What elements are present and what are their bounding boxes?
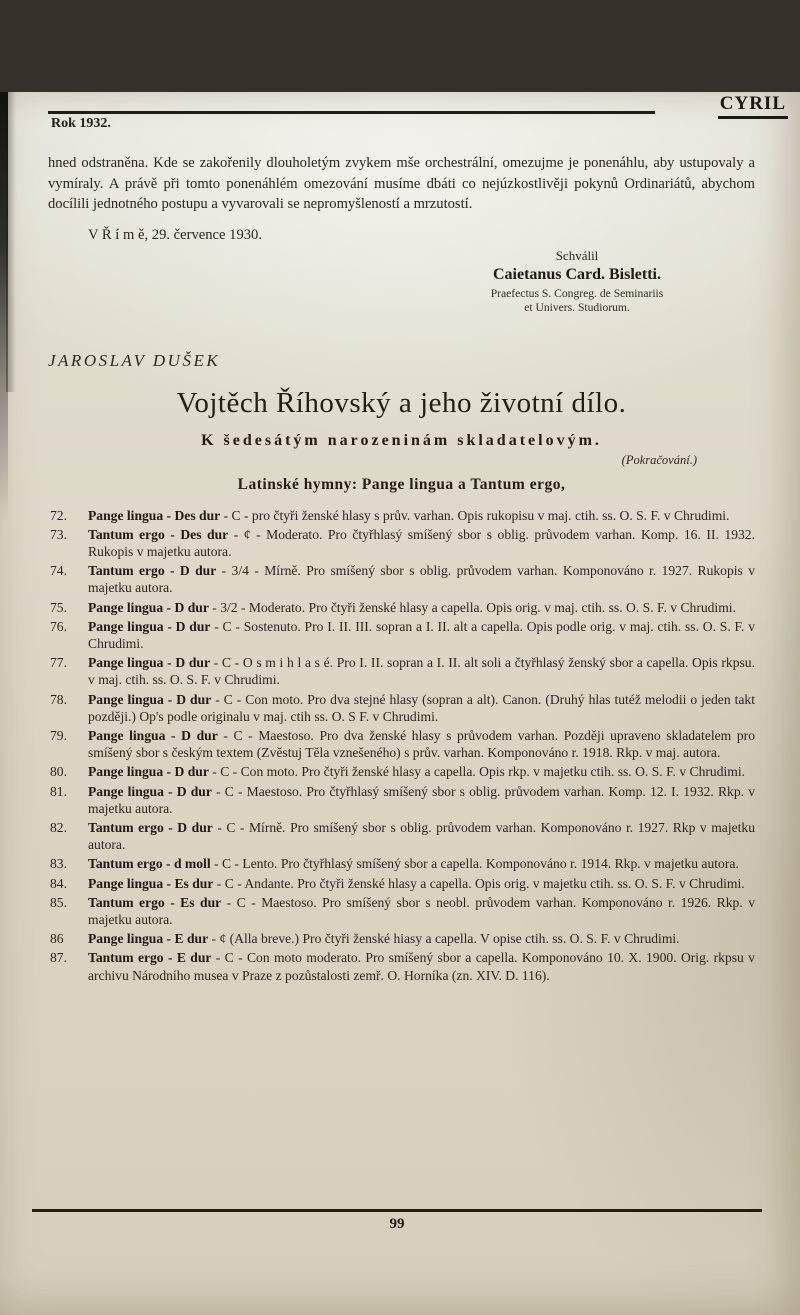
work-description: - C - Maestoso. Pro čtyřhlasý smíšený sbor s oblig. průvodem varhan. Komp. 12. I. 1932. Rkp. v majetku autora. [88,783,755,816]
work-description: - ¢ - Moderato. Pro čtyřhlasý smíšený sbor s oblig. průvodem varhan. Komp. 16. II. 1932. Rukopis v majetku autora. [88,526,755,559]
intro-paragraph: hned odstraněna. Kde se zakořenily dlouholetým zvykem mše orchestrální, omezujme je ponenáhlu, aby ustupovaly a vymíraly. A právě při tomto ponenáhlém omezování musíme dbáti co nejúzkostlivěji pokynů Ordinariátů, abychom docílili jednotného postupu a vyvarovali se nepromyšleností a mrzutostí. [48,155,755,212]
work-item [48,507,755,524]
work-item [48,875,755,892]
work-item [48,930,755,947]
work-number: 82. [50,819,67,835]
article-subtitle: K šedesátým narozeninám skladatelovým. [201,431,602,449]
work-title: Tantum ergo - E dur [88,950,212,966]
work-title: Pange lingua - D dur [88,727,218,743]
work-item [48,599,755,616]
work-description: - C - Con moto moderato. Pro smíšený sbor a capella. Komponováno 10. X. 1900. Orig. rkpsu v archivu Národního musea v Praze z pozůstalosti zemř. O. Horníka (zn. XIV. D. 116). [88,950,755,983]
work-title: Tantum ergo - D dur [88,819,213,835]
work-number: 77. [50,655,67,671]
work-item [48,783,755,817]
author-name: JAROSLAV DUŠEK [48,350,221,370]
work-item [48,855,755,872]
work-number: 78. [50,691,67,707]
work-title: Tantum ergo - Des dur [88,526,229,542]
work-description: - 3/4 - Mírně. Pro smíšený sbor s oblig. průvodem varhan. Komponováno r. 1927. Rukopis v majetku autora. [88,563,756,596]
header-rule [48,111,655,114]
work-item [48,691,755,725]
work-number: 87. [50,950,67,966]
page-footer [32,1209,762,1233]
work-description: - C - Maestoso. Pro smíšený sbor s neobl. průvodem varhan. Komponováno r. 1926. Rkp. v majetku autora. [88,894,755,927]
work-item [48,562,755,596]
work-item [48,763,755,780]
scan-edge-shadow-soft [6,92,16,392]
work-number: 74. [50,563,67,579]
work-title: Tantum ergo - D dur [88,563,217,579]
work-title: Pange lingua - Des dur [88,507,221,523]
work-item [48,526,755,560]
work-title: Pange lingua - Es dur [88,875,214,891]
work-item [48,894,755,928]
approval-label: Schválil [555,247,599,263]
work-number: 79. [50,727,67,743]
work-number: 85. [50,894,67,910]
dateline: V Ř í m ě, 29. července 1930. [88,226,262,243]
work-description: - C - Con moto. Pro čtyři ženské hlasy a capella. Opis rkp. v majetku ctih. ss. O. S. F. v Chrudimi. [212,764,746,780]
work-item [48,727,755,761]
work-number: 84. [50,875,67,891]
signature-block [427,248,727,315]
section-heading: Latinské hymny: Pange lingua a Tantum ergo, [237,475,566,493]
masthead [48,92,786,138]
work-description: - C - Maestoso. Pro dva ženské hlasy s průvodem varhan. Později upraveno skladatelem pro smíšený sbor s českým textem (Zvěstuj Těla vznešeného) s prův. varhan. Komponováno r. 1918. Rkp. v maj. autora. [88,727,755,761]
scanned-page [0,92,800,1315]
work-title: Tantum ergo - Es dur [88,894,222,910]
work-description: - C - Con moto. Pro dva stejné hlasy (sopran a alt). Canon. (Druhý hlas tutéž melodii o jeden takt později.) Op's podle originalu v maj. ctih ss. O. S F. v Chrudimi. [88,691,755,724]
signature-title-line2: et Univers. Studiorum. [524,300,630,314]
work-number: 73. [50,526,67,542]
page-number: 99 [389,1216,405,1232]
work-description: - C - Sostenuto. Pro I. II. III. sopran a I. II. alt a capella. Opis podle orig. v maj. ctih. ss. O. S. F. v Chrudimi. [88,618,755,651]
work-item [48,949,755,983]
work-item [48,819,755,853]
work-title: Pange lingua - D dur [88,691,212,707]
journal-title: CYRIL [718,93,788,119]
works-list [48,507,755,984]
work-item [48,618,755,652]
work-description: - C - Andante. Pro čtyři ženské hlasy a capella. Opis orig. v majetku ctih. ss. O. S. F. v Chrudimi. [216,875,745,891]
work-description: - C - Lento. Pro čtyřhlasý smíšený sbor a capella. Komponováno r. 1914. Rkp. v majetku autora. [214,856,739,872]
work-title: Pange lingua - D dur [88,783,212,799]
work-number: 75. [50,599,67,615]
work-title: Pange lingua - D dur [88,655,210,671]
work-description: - C - pro čtyři ženské hlasy s prův. varhan. Opis rukopisu v maj. ctih. ss. O. S. F. v Chrudimi. [223,507,730,523]
work-number: 80. [50,764,67,780]
signature-title-line1: Praefectus S. Congreg. de Seminariis [490,286,664,300]
work-number: 81. [50,783,67,799]
work-number: 86 [50,931,64,947]
continuation-note: (Pokračování.) [621,452,697,467]
work-description: - C - O s m i h l a s é. Pro I. II. sopran a I. II. alt soli a čtyřhlasý ženský sbor a capella. Opis rkpsu. v maj. ctih. ss. O. S. F. v Chrudimi. [88,655,755,688]
work-title: Pange lingua - D dur [88,618,211,634]
work-title: Pange lingua - D dur [88,599,209,615]
work-number: 76. [50,618,67,634]
signature-name: Caietanus Card. Bisletti. [493,265,661,283]
work-description: - 3/2 - Moderato. Pro čtyři ženské hlasy a capella. Opis orig. v maj. ctih. ss. O. S. F. v Chrudimi. [212,599,736,615]
work-title: Tantum ergo - d moll [88,856,211,872]
work-description: - C - Mírně. Pro smíšený sbor s oblig. průvodem varhan. Komponováno r. 1927. Rkp v majetku autora. [88,819,755,853]
work-item [48,654,755,688]
article-title: Vojtěch Říhovský a jeho životní dílo. [176,386,627,419]
footer-rule [32,1209,762,1212]
work-title: Pange lingua - D dur [88,764,209,780]
journal-year: Rok 1932. [51,116,111,131]
work-title: Pange lingua - E dur [88,931,209,947]
work-number: 72. [50,507,67,523]
work-description: - ¢ (Alla breve.) Pro čtyři ženské hiasy a capella. V opise ctih. ss. O. S. F. v Chrudimi. [211,931,680,947]
work-number: 83. [50,856,67,872]
